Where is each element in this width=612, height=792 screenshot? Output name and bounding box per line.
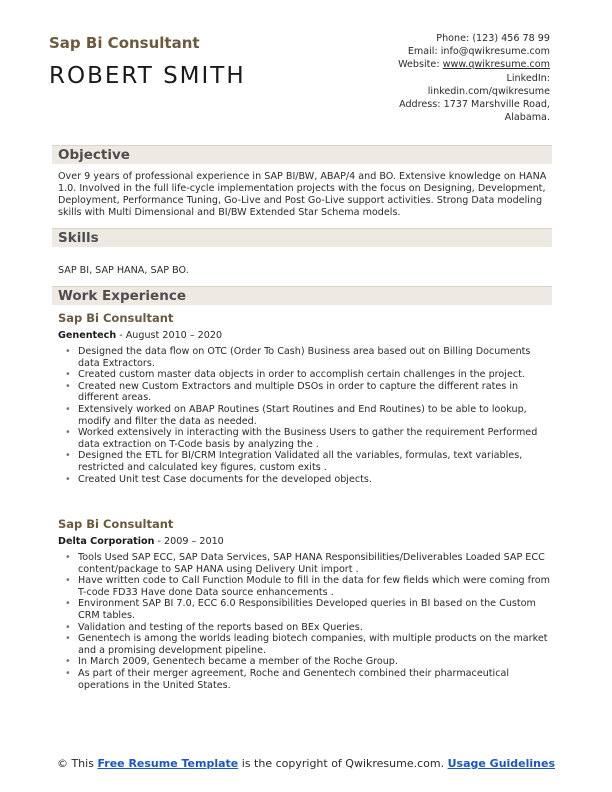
list-item: • Created custom master data objects in order to accomplish certain challenges in the project. bbox=[65, 369, 525, 381]
bullet-icon: • bbox=[65, 656, 71, 668]
contact-website: Website: www.qwikresume.com bbox=[398, 59, 550, 71]
contact-email: Email: info@qwikresume.com bbox=[407, 46, 550, 58]
list-item: • As part of their merger agreement, Roche and Genentech combined their pharmaceutical operations in the United States. bbox=[65, 667, 510, 691]
skills-text: SAP BI, SAP HANA, SAP BO. bbox=[58, 265, 189, 276]
website-link[interactable]: www.qwikresume.com bbox=[442, 59, 550, 71]
objective-section-header bbox=[52, 145, 552, 164]
contact-linkedin-label: LinkedIn: bbox=[506, 72, 550, 84]
job-2-dates: - 2009 – 2010 bbox=[154, 536, 224, 547]
skills-section-header bbox=[52, 228, 552, 247]
job-1-company: Genentech bbox=[58, 330, 117, 341]
job-title: Sap Bi Consultant bbox=[49, 34, 200, 52]
list-item: • Designed the data flow on OTC (Order To Cash) Business area based out on Billing Documents data Extractors. bbox=[65, 346, 531, 369]
contact-address: Address: 1737 Marshville Road, bbox=[399, 99, 550, 111]
bullet-icon: • bbox=[65, 473, 71, 485]
job-2-company: Delta Corporation bbox=[58, 536, 155, 547]
bullet-icon: • bbox=[65, 667, 71, 679]
bullet-icon: • bbox=[65, 450, 71, 462]
skills-heading: Skills bbox=[58, 230, 99, 246]
bullet-icon: • bbox=[65, 633, 71, 645]
bullet-icon: • bbox=[65, 427, 71, 439]
list-item: • Environment SAP BI 7.0, ECC 6.0 Responsibilities Developed queries in BI based on the Custom CRM tables. bbox=[65, 598, 536, 621]
job-2-company-line bbox=[58, 536, 224, 547]
bullet-icon: • bbox=[65, 552, 71, 563]
bullet-icon: • bbox=[65, 346, 71, 357]
job-1-bullets bbox=[58, 346, 552, 485]
list-item: • Genentech is among the worlds leading biotech companies, with multiple products on the market and a promising development pipeline. bbox=[65, 633, 548, 656]
bullet-icon: • bbox=[65, 369, 71, 381]
footer-prefix: © This bbox=[56, 757, 98, 770]
job-1-company-line bbox=[58, 330, 222, 341]
list-item: • Extensively worked on ABAP Routines (Start Routines and End Routines) to be able to lookup, modify and filter the data as needed. bbox=[65, 403, 527, 427]
copyright-footer bbox=[0, 757, 612, 771]
list-item: • Worked extensively in interacting with the Business Users to gather the requirement Performed data extraction on T-Code basis by analyzing the . bbox=[65, 427, 538, 450]
bullet-icon: • bbox=[65, 621, 71, 633]
objective-heading: Objective bbox=[58, 147, 130, 163]
person-name: ROBERT SMITH bbox=[49, 63, 246, 89]
job-2-role: Sap Bi Consultant bbox=[58, 517, 174, 531]
job-1-dates: - August 2010 – 2020 bbox=[116, 330, 223, 341]
work-section-header bbox=[52, 286, 552, 305]
list-item: • Designed the ETL for BI/CRM Integration Validated all the variables, formulas, text variables, restricted and calculated key figures, custom exits . bbox=[65, 450, 523, 473]
list-item: • Created new Custom Extractors and multiple DSOs in order to capture the different rates in different areas. bbox=[65, 380, 519, 404]
work-heading: Work Experience bbox=[58, 288, 186, 304]
contact-phone: Phone: (123) 456 78 99 bbox=[436, 33, 550, 44]
resume-header bbox=[49, 34, 246, 90]
contact-address-line2: Alabama. bbox=[504, 112, 550, 124]
list-item: • Validation and testing of the reports based on BEx Queries. bbox=[65, 621, 363, 633]
list-item: • Tools Used SAP ECC, SAP Data Services, SAP HANA Responsibilities/Deliverables Loaded SAP ECC content/package to SAP HANA using Delivery Unit import . bbox=[65, 552, 545, 575]
bullet-icon: • bbox=[65, 403, 71, 415]
list-item: • Have written code to Call Function Module to fill in the data for few fields which were coming from T-code FD33 Have done Data source enhancements . bbox=[65, 575, 550, 598]
bullet-icon: • bbox=[65, 575, 71, 587]
bullet-icon: • bbox=[65, 380, 71, 392]
footer-middle: is the copyright of Qwikresume.com. bbox=[238, 757, 448, 770]
contact-linkedin[interactable]: linkedin.com/qwikresume bbox=[427, 85, 550, 97]
free-resume-template-link[interactable]: Free Resume Template bbox=[97, 757, 239, 770]
objective-text: Over 9 years of professional experience in SAP BI/BW, ABAP/4 and BO. Extensive knowledge on HANA 1.0. Involved in the full life-cycle implementation projects with the focus on Designing, Development, Deployment, Performance Tuning, Go-Live and Post Go-Live support activities. Strong Data modeling skills with Multi Dimensional and BI/BW Extended Star Schema models. bbox=[58, 171, 547, 218]
usage-guidelines-link[interactable]: Usage Guidelines bbox=[447, 757, 556, 770]
job-2-bullets bbox=[58, 552, 552, 691]
job-1-role: Sap Bi Consultant bbox=[58, 311, 174, 325]
list-item: • In March 2009, Genentech became a member of the Roche Group. bbox=[65, 656, 398, 668]
bullet-icon: • bbox=[65, 598, 71, 610]
list-item: • Created Unit test Case documents for the developed objects. bbox=[65, 473, 372, 485]
contact-block bbox=[310, 32, 550, 124]
email-link[interactable]: info@qwikresume.com bbox=[440, 46, 550, 58]
